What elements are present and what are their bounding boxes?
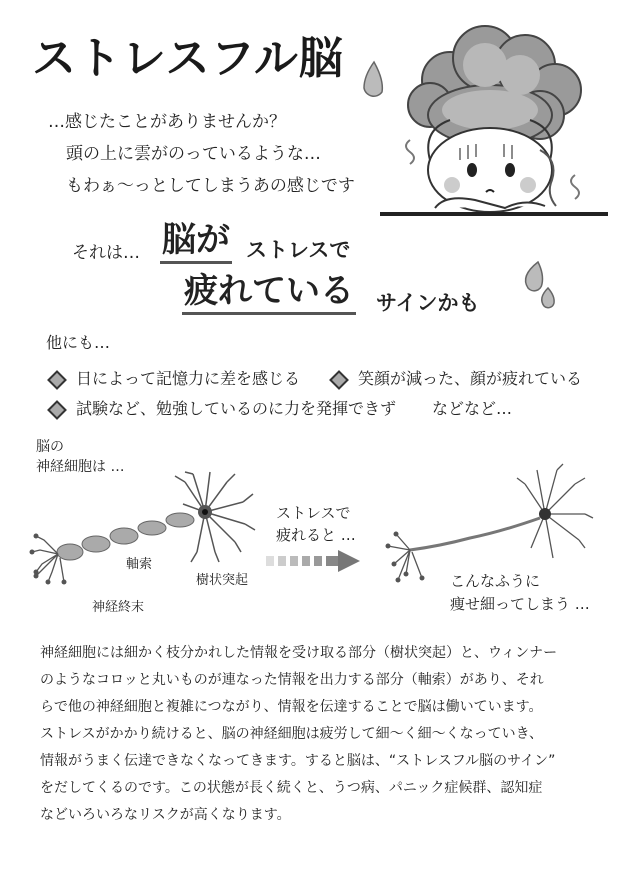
- list-item: 日によって記憶力に差を感じる: [48, 366, 300, 389]
- after-caption-1: こんなふうに: [450, 572, 541, 590]
- label-nerve-terminal: 神経終末: [92, 600, 145, 615]
- diagram-caption-2: 神経細胞は …: [36, 459, 125, 475]
- label-dendrite: 樹状突起: [196, 573, 249, 588]
- list-item: 笑顔が減った、顔が疲れている: [330, 366, 582, 389]
- droplet-icon: [518, 258, 558, 318]
- intro-line-1: …感じたことがありませんか？: [48, 112, 286, 132]
- headline-mid-2: サインかも: [376, 291, 480, 315]
- arrow-caption-1: ストレスで: [276, 504, 351, 522]
- body-line-4: ストレスがかかり続けると、脳の神経細胞は疲労して細～く細～くなっていき、: [40, 726, 544, 742]
- label-axon: 軸索: [126, 557, 153, 572]
- body-line-1: 神経細胞には細かく枝分かれした情報を受け取る部分（樹状突起）と、ウィンナー: [40, 645, 558, 661]
- intro-line-2: 頭の上に雲がのっているような…: [66, 144, 321, 164]
- list-item: 試験など、勉強しているのに力を発揮できず: [48, 396, 396, 419]
- healthy-neuron-illustration: [20, 470, 260, 615]
- body-line-5: 情報がうまく伝達できなくなってきます。すると脳は、“ストレスフル脳のサイン”: [40, 753, 556, 769]
- right-arrow-icon: [266, 548, 366, 574]
- headline-lead: それは…: [72, 243, 140, 263]
- headline-big-1: 脳が: [160, 222, 232, 264]
- body-line-7: などいろいろなリスクが高くなります。: [40, 807, 291, 823]
- page-title: ストレスフル脳: [32, 33, 344, 84]
- headline-big-2: 疲れている: [182, 273, 356, 315]
- after-caption-2: 痩せ細ってしまう …: [450, 595, 590, 613]
- diamond-icon: [47, 370, 67, 390]
- stressed-girl-illustration: [360, 10, 620, 240]
- arrow-caption-2: 疲れると …: [276, 526, 356, 544]
- body-line-3: らで他の神経細胞と複雑につながり、情報を伝達することで脳は働いています。: [40, 699, 543, 715]
- body-line-2: のようなコロッと丸いものが連なった情報を出力する部分（軸索）があり、それ: [40, 672, 544, 688]
- intro-line-3: もわぁ～っとしてしまうあの感じです: [66, 176, 355, 196]
- body-line-6: をだしてくるのです。この状態が長く続くと、うつ病、パニック症候群、認知症: [40, 780, 543, 796]
- headline-mid-1: ストレスで: [246, 238, 351, 262]
- body-text: [40, 640, 600, 829]
- diamond-icon: [329, 370, 349, 390]
- others-etc: などなど…: [432, 399, 513, 418]
- diagram-caption-1: 脳の: [36, 439, 64, 455]
- others-heading: 他にも…: [46, 333, 111, 352]
- diamond-icon: [47, 400, 67, 420]
